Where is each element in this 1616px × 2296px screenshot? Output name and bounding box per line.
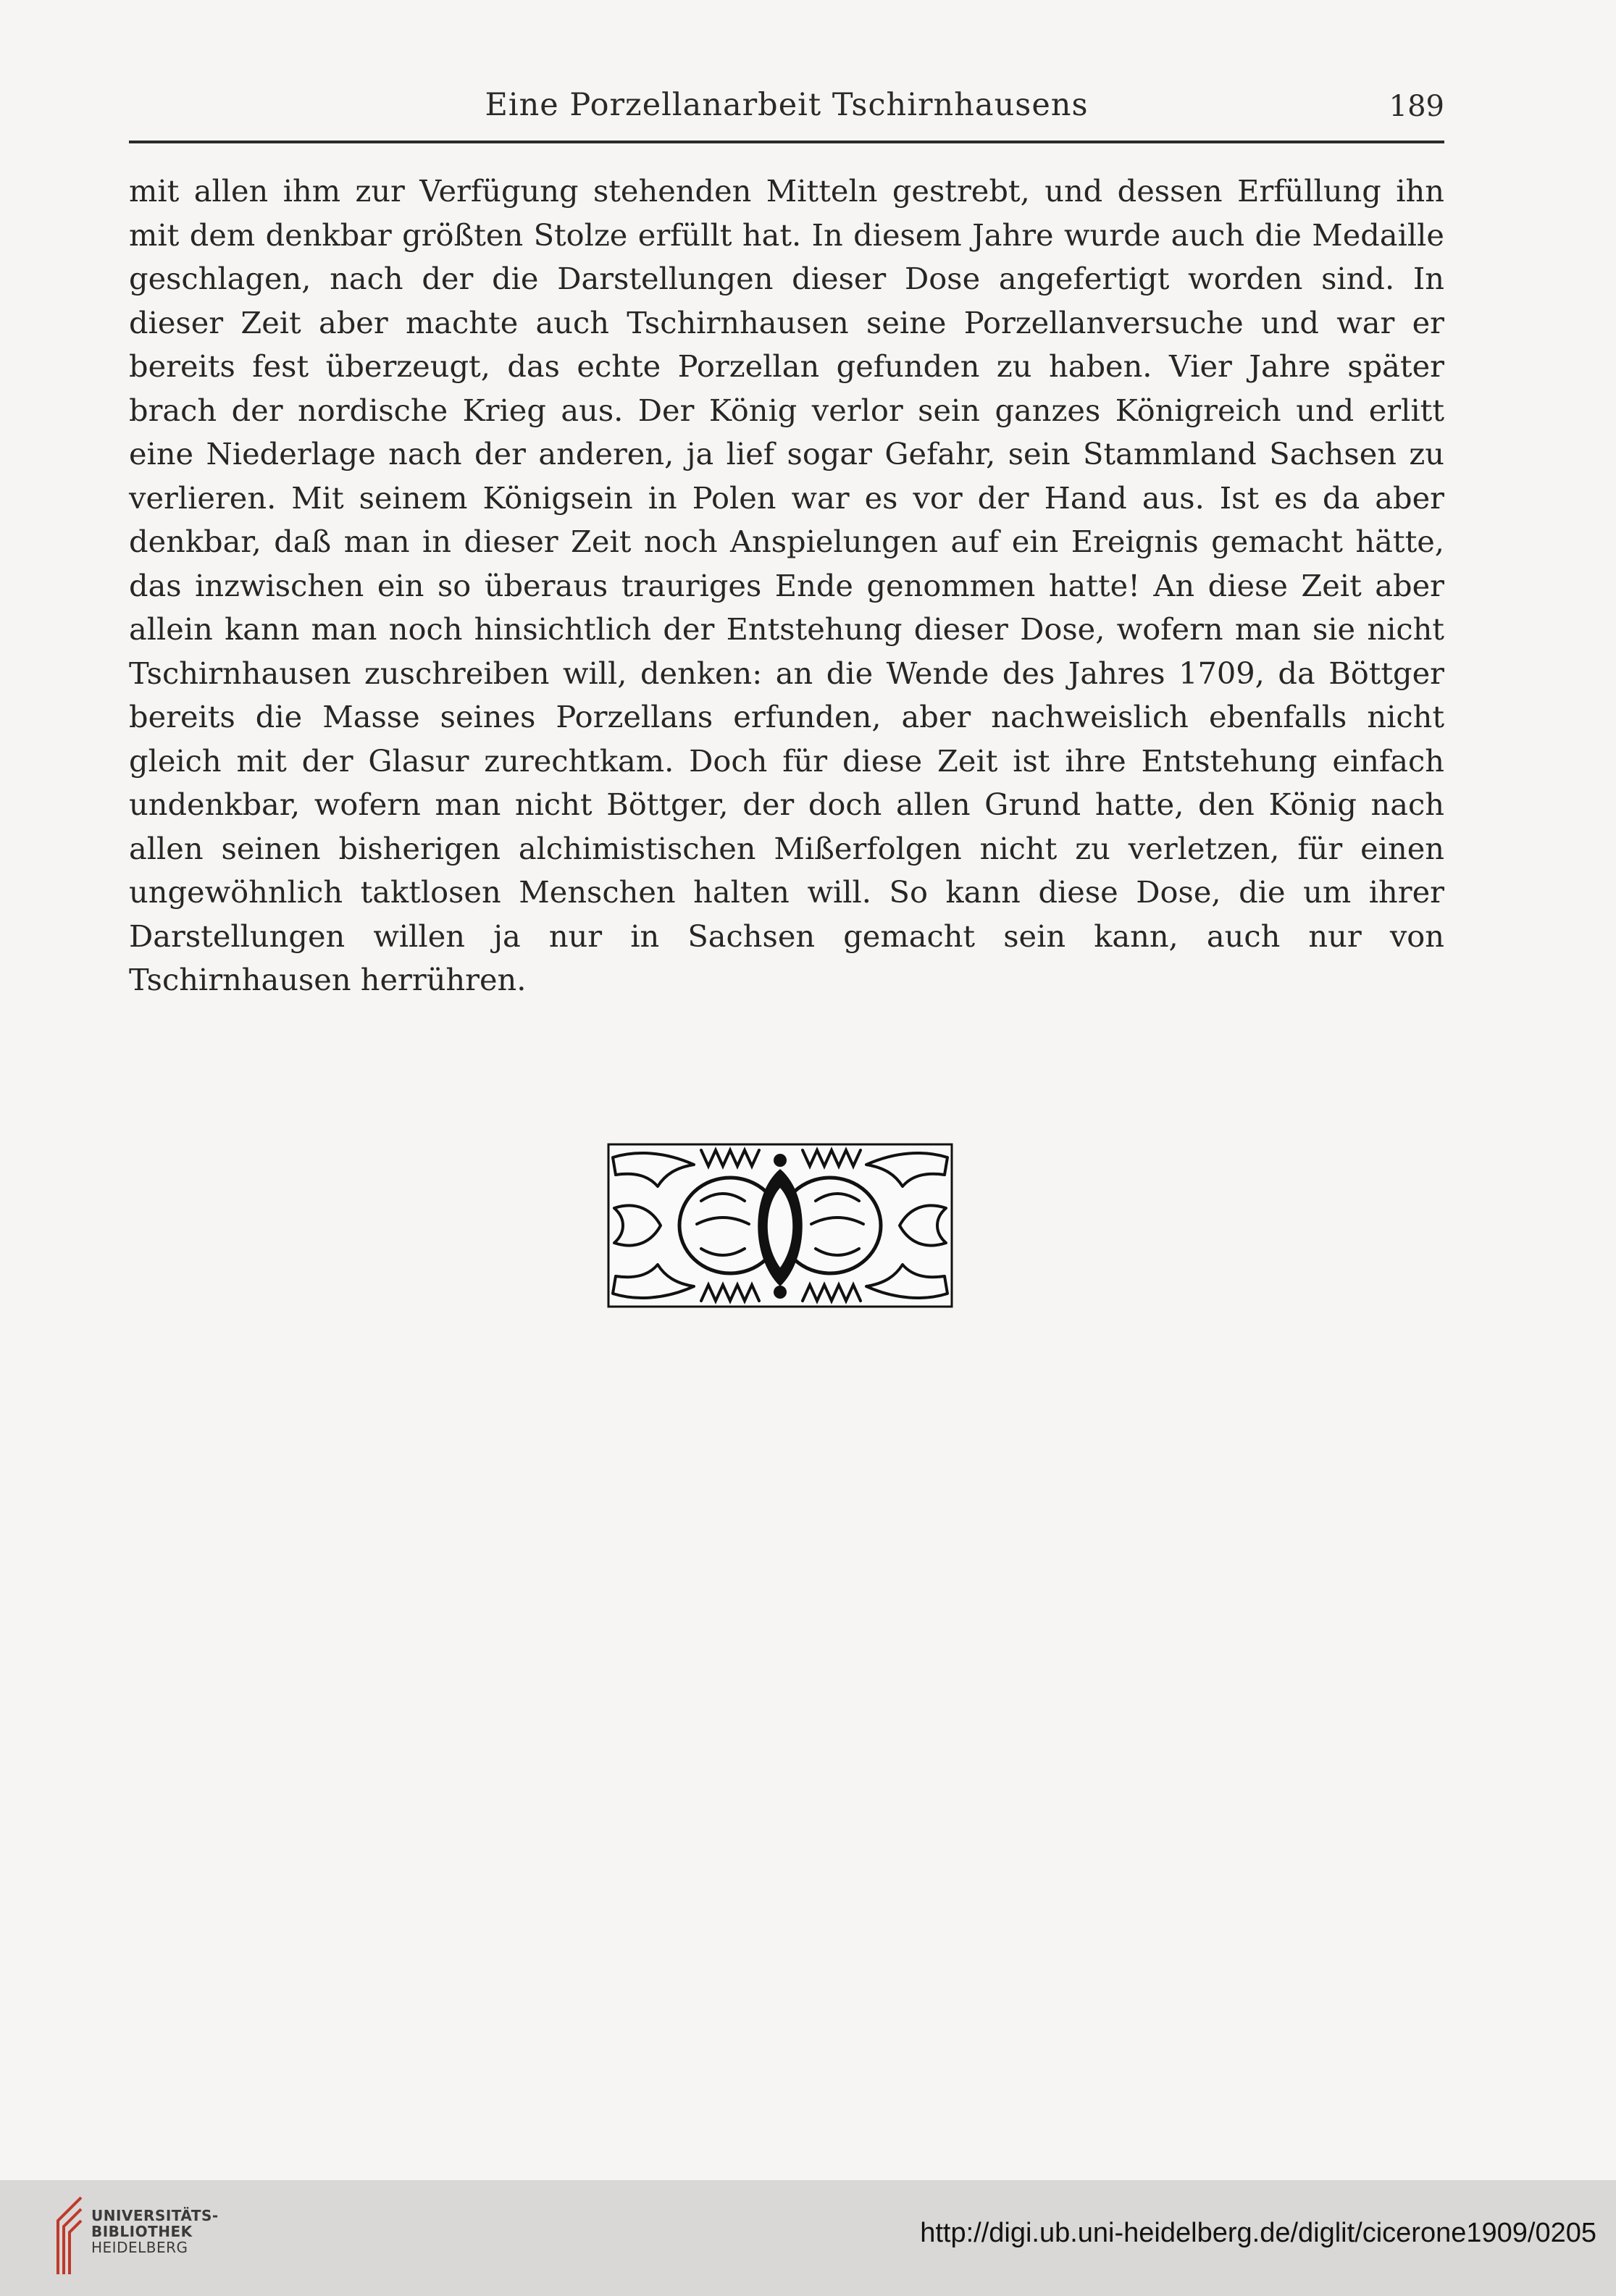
- running-head: [129, 87, 1444, 138]
- library-name: [91, 2208, 219, 2255]
- running-title: Eine Porzellanarbeit Tschirnhausens: [485, 87, 1089, 123]
- source-url-link[interactable]: http://digi.ub.uni-heidelberg.de/diglit/cicerone1909/0205: [920, 2218, 1596, 2248]
- library-name-line1: UNIVERSITÄTS-: [91, 2207, 219, 2224]
- library-name-line3: HEIDELBERG: [91, 2239, 188, 2256]
- page-number: 189: [1389, 90, 1444, 123]
- body-paragraph: mit allen ihm zur Verfügung stehenden Mitteln gestrebt, und dessen Erfüllung ihn mit dem denkbar größten Stolze erfüllt hat. In diesem Jahre wurde auch die Medaille geschlagen, nach der die Darstellungen dieser Dose angefertigt worden sind. In dieser Zeit aber machte auch Tschirnhausen seine Porzellanversuche und war er bereits fest überzeugt, das echte Porzellan gefunden zu haben. Vier Jahre später brach der nordische Krieg aus. Der König verlor sein ganzes Königreich und erlitt eine Niederlage nach der anderen, ja lief sogar Gefahr, sein Stammland Sachsen zu verlieren. Mit seinem Königsein in Polen war es vor der Hand aus. Ist es da aber denkbar, daß man in dieser Zeit noch Anspielungen auf ein Ereignis gemacht hätte, das inzwischen ein so überaus trauriges Ende genommen hatte! An diese Zeit aber allein kann man noch hinsichtlich der Entstehung dieser Dose, wofern man sie nicht Tschirnhausen zuschreiben will, denken: an die Wende des Jahres 1709, da Böttger bereits die Masse seines Porzellans erfunden, aber nachweislich ebenfalls nicht gleich mit der Glasur zurechtkam. Doch für diese Zeit ist ihre Entstehung einfach undenkbar, wofern man nicht Böttger, der doch allen Grund hatte, den König nach allen seinen bisherigen alchimistischen Mißerfolgen nicht zu verletzen, für einen ungewöhnlich taktlosen Menschen halten will. So kann diese Dose, die um ihrer Darstellungen willen ja nur in Sachsen gemacht sein kann, auch nur von Tschirnhausen herrühren.: [129, 173, 1444, 997]
- library-name-line2: BIBLIOTHEK: [91, 2223, 193, 2240]
- library-logo-icon: [54, 2193, 84, 2279]
- body-text: [129, 169, 1444, 1002]
- header-rule: [129, 141, 1444, 143]
- footer-bar: [0, 2180, 1616, 2296]
- floral-vignette-icon: [607, 1143, 953, 1308]
